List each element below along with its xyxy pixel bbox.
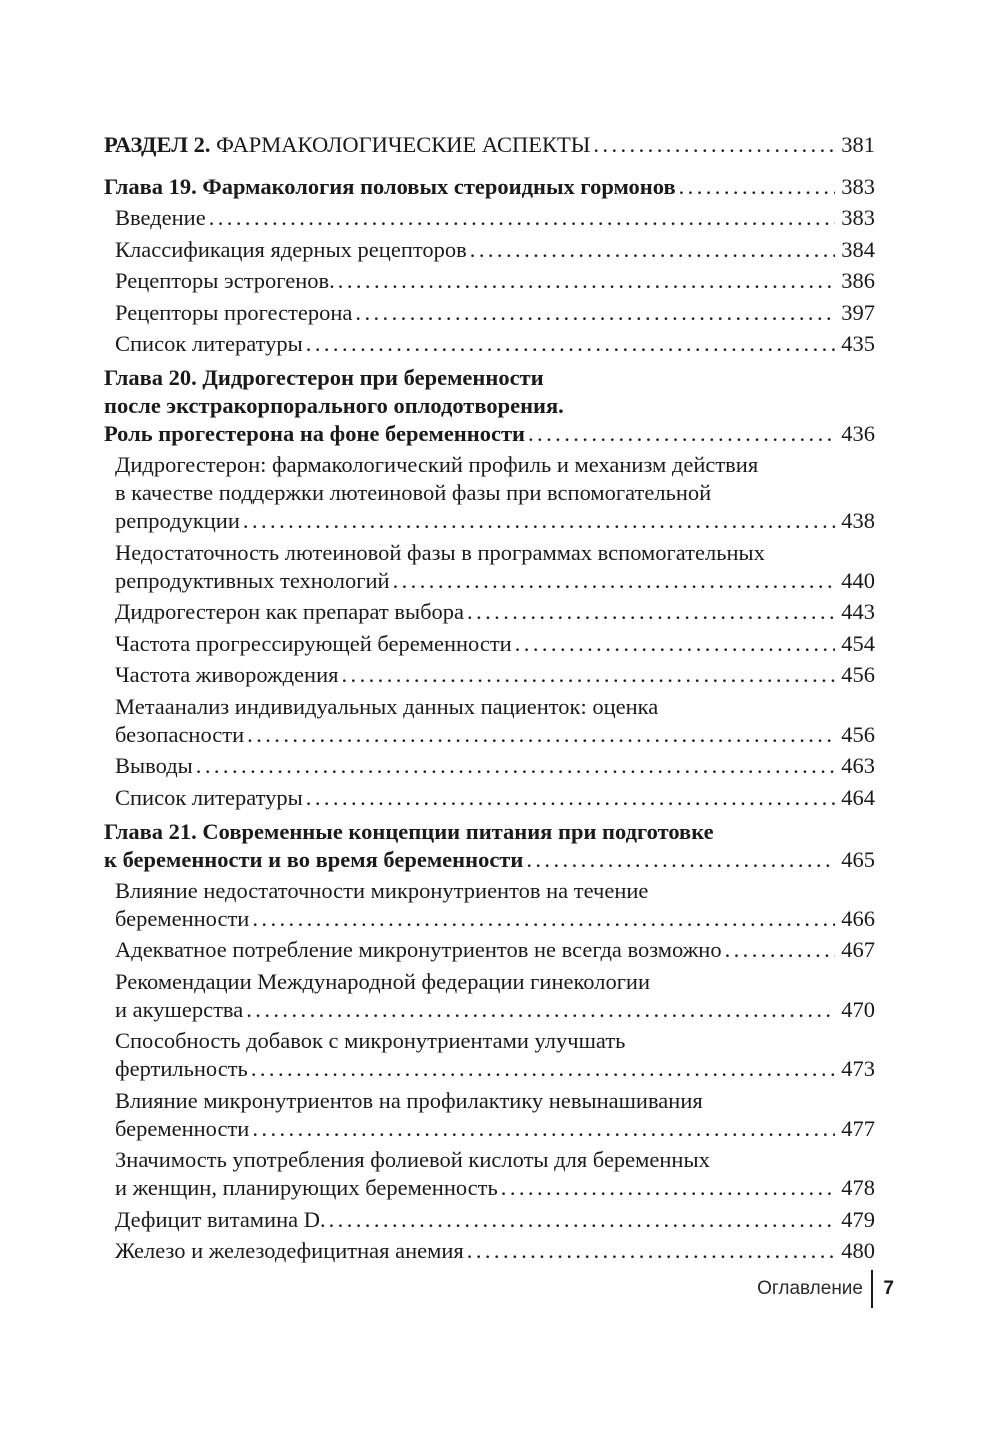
dot-leader — [209, 204, 836, 232]
toc-chapter-entry[interactable] — [104, 818, 875, 874]
entry-title-text: безопасности — [115, 721, 245, 747]
entry-title-text: Частота прогрессирующей беременности — [115, 630, 512, 656]
toc-subsection-entry[interactable] — [104, 968, 875, 1024]
dot-leader — [243, 507, 835, 535]
dot-leader — [246, 996, 835, 1024]
dot-leader — [593, 131, 835, 159]
entry-title-text: и женщин, планирующих беременность — [115, 1175, 498, 1200]
dot-leader — [329, 1206, 836, 1234]
toc-subsection-entry[interactable] — [104, 451, 875, 535]
entry-title-text: Роль прогестерона на фоне беременности — [104, 421, 525, 446]
entry-title-text: Адекватное потребление микронутриентов не всегда возможно — [115, 937, 722, 962]
page-number: 435 — [841, 331, 875, 356]
toc-subsection-entry[interactable] — [104, 630, 875, 658]
toc-subsection-entry[interactable] — [104, 1146, 875, 1202]
page-number: 456 — [841, 721, 875, 747]
entry-title-text: Выводы — [115, 753, 193, 778]
page-number: 386 — [841, 268, 875, 293]
entry-title-line: Метаанализ индивидуальных данных пациенток: оценка — [115, 693, 659, 719]
page-number: 438 — [841, 508, 875, 533]
entry-title-line: Глава 21. Современные концепции питания при подготовке — [104, 818, 714, 844]
toc-subsection-entry[interactable] — [104, 598, 875, 626]
dot-leader — [515, 630, 836, 658]
page-number: 454 — [841, 630, 875, 656]
toc-subsection-entry[interactable] — [104, 877, 875, 933]
entry-title-text: Классификация ядерных рецепторов — [115, 236, 467, 262]
entry-title-text: беременности — [115, 1115, 250, 1141]
entry-title-text: к беременности и во время беременности — [104, 846, 524, 872]
dot-leader — [528, 420, 835, 448]
page-number: 436 — [841, 421, 875, 446]
page-number: 443 — [841, 599, 875, 624]
dot-leader — [252, 905, 835, 933]
page-number: 463 — [841, 753, 875, 778]
page-number: 464 — [841, 784, 875, 810]
page-number: 467 — [841, 937, 875, 962]
toc-chapter-entry[interactable] — [104, 173, 875, 201]
chapters-container — [104, 173, 875, 1265]
entry-title-line: Способность добавок с микронутриентами улучшать — [115, 1028, 626, 1053]
entry-title-line: в качестве поддержки лютеиновой фазы при вспомогательной — [115, 480, 712, 505]
page-number: 479 — [841, 1206, 875, 1232]
toc-subsection-entry[interactable] — [104, 784, 875, 812]
entry-title-text: Рецепторы прогестерона — [115, 299, 353, 325]
entry-title-text: репродуктивных технологий — [115, 567, 390, 593]
dot-leader — [306, 784, 835, 812]
toc-subsection-entry[interactable] — [104, 1237, 875, 1265]
page-number: 384 — [841, 236, 875, 262]
toc-subsection-entry[interactable] — [104, 539, 875, 595]
dot-leader — [470, 236, 835, 264]
dot-leader — [338, 267, 835, 295]
footer-divider — [871, 1270, 873, 1308]
toc-subsection-entry[interactable] — [104, 1087, 875, 1143]
page-number: 440 — [841, 567, 875, 593]
entry-title-line: Влияние микронутриентов на профилактику невынашивания — [115, 1087, 703, 1113]
page-number: 465 — [841, 846, 875, 872]
entry-title-text: Список литературы — [115, 331, 303, 356]
toc-subsection-entry[interactable] — [104, 1206, 875, 1234]
entry-title-text: Дефицит витамина D. — [115, 1206, 326, 1232]
entry-title-line: Дидрогестерон: фармакологический профиль и механизм действия — [115, 452, 759, 477]
toc-subsection-entry[interactable] — [104, 936, 875, 964]
page-number: 381 — [841, 132, 875, 157]
folio-page-number: 7 — [883, 1278, 894, 1299]
entry-title-text: и акушерства — [115, 996, 244, 1022]
dot-leader — [501, 1174, 835, 1202]
page-number: 466 — [841, 905, 875, 931]
dot-leader — [467, 1237, 835, 1265]
dot-leader — [341, 661, 835, 689]
dot-leader — [393, 567, 836, 595]
dot-leader — [679, 173, 836, 201]
toc-subsection-entry[interactable] — [104, 661, 875, 689]
page-number: 397 — [841, 299, 875, 325]
page-number: 478 — [841, 1175, 875, 1200]
toc-subsection-entry[interactable] — [104, 1027, 875, 1083]
dot-leader — [467, 598, 835, 626]
toc-subsection-entry[interactable] — [104, 330, 875, 358]
table-of-contents — [104, 131, 875, 1265]
page-number: 480 — [841, 1238, 875, 1263]
entry-title-line: Рекомендации Международной федерации гинекологии — [115, 968, 651, 994]
dot-leader — [526, 846, 835, 874]
entry-title-text: Железо и железодефицитная анемия — [115, 1238, 464, 1263]
entry-title-line: Глава 20. Дидрогестерон при беременности — [104, 365, 544, 390]
page-footer — [700, 1270, 894, 1308]
running-title: Оглавление — [757, 1278, 863, 1299]
section-label: РАЗДЕЛ 2. — [104, 132, 211, 157]
toc-subsection-entry[interactable] — [104, 693, 875, 749]
toc-section-entry[interactable] — [104, 131, 875, 159]
dot-leader — [196, 752, 835, 780]
dot-leader — [251, 1055, 835, 1083]
dot-leader — [355, 299, 835, 327]
entry-title-text: репродукции — [115, 508, 240, 533]
entry-title-text: Дидрогестерон как препарат выбора — [115, 599, 465, 624]
entry-title-text: Рецепторы эстрогенов. — [115, 268, 335, 293]
entry-title-text: Глава 19. Фармакология половых стероидных гормонов — [104, 174, 676, 199]
toc-subsection-entry[interactable] — [104, 752, 875, 780]
page-number: 383 — [841, 174, 875, 199]
dot-leader — [247, 721, 835, 749]
toc-subsection-entry[interactable] — [104, 236, 875, 264]
dot-leader — [252, 1115, 835, 1143]
toc-subsection-entry[interactable] — [104, 267, 875, 295]
entry-title-line: Значимость употребления фолиевой кислоты для беременных — [115, 1147, 710, 1172]
page-number: 470 — [841, 996, 875, 1022]
toc-subsection-entry[interactable] — [104, 204, 875, 232]
toc-subsection-entry[interactable] — [104, 299, 875, 327]
page-number: 473 — [841, 1056, 875, 1081]
page-number: 383 — [841, 205, 875, 230]
page-number: 477 — [841, 1115, 875, 1141]
entry-title-text: Частота живорождения — [115, 662, 339, 687]
toc-chapter-entry[interactable] — [104, 364, 875, 448]
entry-title-text: Введение — [115, 205, 206, 230]
dot-leader — [725, 936, 836, 964]
dot-leader — [306, 330, 835, 358]
entry-title-line: после экстракорпорального оплодотворения. — [104, 393, 564, 418]
entry-title-line: Влияние недостаточности микронутриентов на течение — [115, 877, 649, 903]
entry-title-text: беременности — [115, 905, 250, 931]
entry-title-line: Недостаточность лютеиновой фазы в программах вспомогательных — [115, 539, 765, 565]
entry-title-text: фертильность — [115, 1056, 248, 1081]
page-number: 456 — [841, 662, 875, 687]
section-title: ФАРМАКОЛОГИЧЕСКИЕ АСПЕКТЫ — [216, 132, 591, 157]
entry-title-text: Список литературы — [115, 784, 303, 810]
